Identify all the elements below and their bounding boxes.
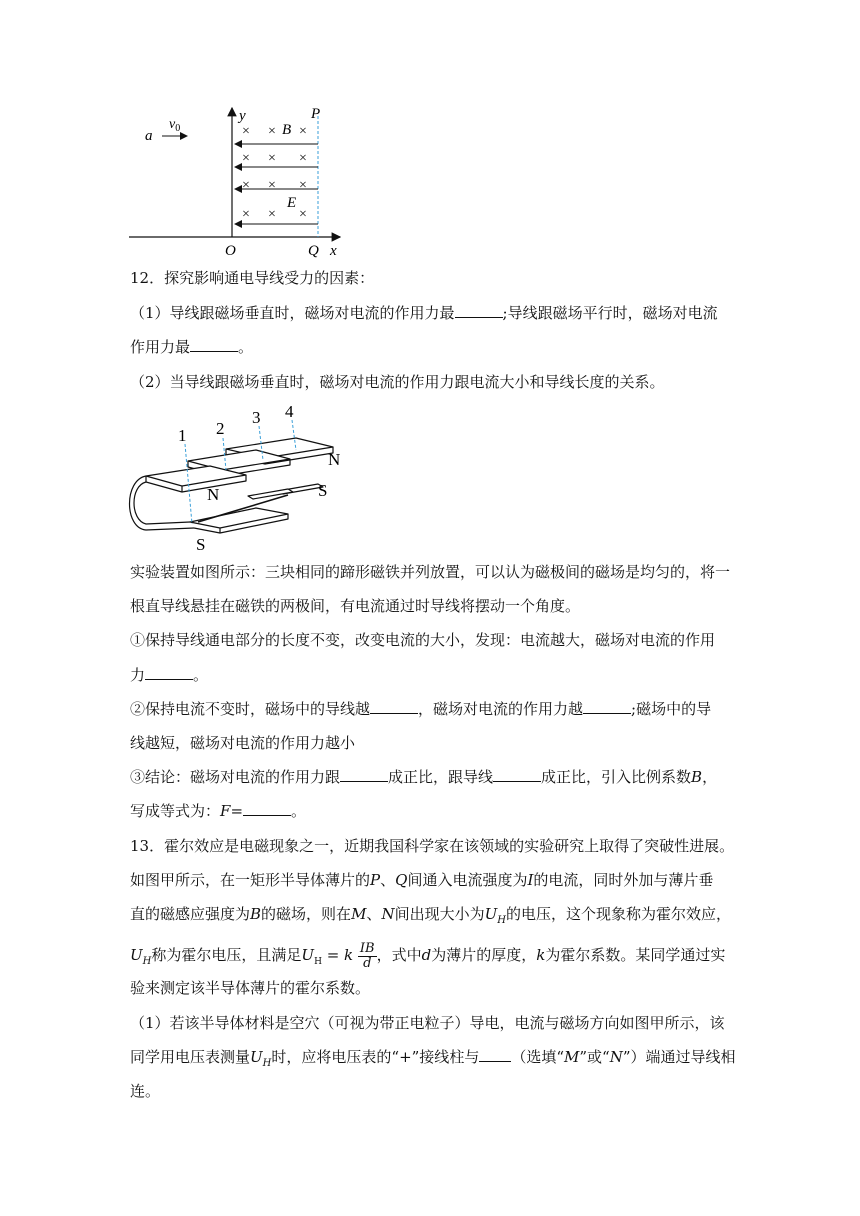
- b-field-cross: ×: [268, 207, 276, 222]
- field-diagram: [125, 100, 355, 260]
- label-2: 2: [216, 419, 225, 438]
- q12-part1-line1: （1）导线跟磁场垂直时，磁场对电流的作用力最 ;导线跟磁场平行时，磁场对电流: [130, 304, 718, 322]
- label-1: 1: [178, 426, 187, 445]
- q12-step2-line1: ②保持电流不变时，磁场中的导线越 ，磁场对电流的作用力越 ;磁场中的导: [130, 700, 712, 718]
- b-field-cross: ×: [299, 124, 307, 139]
- q13-line5: 验来测定该半导体薄片的霍尔系数。: [130, 979, 371, 997]
- q13-part1-line1: （1）若该半导体材料是空穴（可视为带正电粒子）导电，电流与磁场方向如图甲所示，该: [130, 1014, 725, 1032]
- q13-part1-line2: 同学用电压表测量$U_H$时，应将电压表的“+”接线柱与 （选填“M”或“N”）端通过导线相: [130, 1048, 736, 1069]
- label-B: B: [282, 122, 292, 138]
- b-field-cross: ×: [268, 151, 276, 166]
- q13-part1-line3: 连。: [130, 1082, 161, 1100]
- answer-blank[interactable]: [479, 1047, 511, 1062]
- label-E: E: [287, 195, 297, 211]
- answer-blank[interactable]: [190, 337, 238, 352]
- label-P: P: [311, 106, 321, 122]
- b-field-cross: ×: [299, 178, 307, 193]
- label-Q: Q: [308, 243, 319, 259]
- label-4: 4: [285, 402, 294, 421]
- b-field-cross: ×: [299, 207, 307, 222]
- hall-formula: $U_H = k$ $\frac{IB}{d}$: [301, 940, 375, 971]
- answer-blank[interactable]: [370, 699, 418, 714]
- q12-setup-line2: 根直导线悬挂在磁铁的两极间，有电流通过时导线将摆动一个角度。: [130, 597, 581, 615]
- answer-blank[interactable]: [340, 767, 388, 782]
- q13-line1: 13．霍尔效应是电磁现象之一，近期我国科学家在该领域的实验研究上取得了突破性进展。: [130, 837, 735, 855]
- label-3: 3: [252, 408, 261, 427]
- b-field-cross: ×: [242, 124, 250, 139]
- q12-part1-line2: 作用力最 。: [130, 338, 254, 356]
- q13-line4: $U_H$称为霍尔电压，且满足$U_H = k$ $\frac{IB}{d}$ ，式中d为薄片的厚度，k为霍尔系数。某同学通过实: [130, 940, 726, 971]
- label-N-top: N: [328, 450, 341, 469]
- q12-title: 12．探究影响通电导线受力的因素：: [130, 269, 375, 287]
- label-N-mid: N: [207, 485, 220, 504]
- q12-step3-line2: 写成等式为：F= 。: [130, 802, 307, 820]
- answer-blank[interactable]: [493, 767, 541, 782]
- magnet-diagram: [128, 398, 358, 558]
- q12-step2-line2: 线越短，磁场对电流的作用力越小: [130, 734, 356, 752]
- b-field-cross: ×: [242, 178, 250, 193]
- b-field-cross: ×: [242, 207, 250, 222]
- answer-blank[interactable]: [243, 801, 291, 816]
- label-a: a: [145, 128, 153, 144]
- answer-blank[interactable]: [145, 665, 193, 680]
- q12-step1-line1: ①保持导线通电部分的长度不变，改变电流的大小，发现：电流越大，磁场对电流的作用: [130, 631, 716, 649]
- label-O: O: [225, 243, 236, 259]
- q13-line3: 直的磁感应强度为B的磁场，则在M、N间出现大小为$U_H$的电压，这个现象称为霍尔效应，: [130, 905, 731, 926]
- q12-setup-line1: 实验装置如图所示：三块相同的蹄形磁铁并列放置，可以认为磁极间的磁场是均匀的，将一: [130, 563, 731, 581]
- label-v0: $v_0$: [169, 117, 181, 134]
- q13-line2: 如图甲所示，在一矩形半导体薄片的P、Q间通入电流强度为I的电流，同时外加与薄片垂: [130, 871, 714, 889]
- answer-blank[interactable]: [583, 699, 631, 714]
- label-S-right: S: [318, 481, 328, 500]
- q12-step1-line2: 力 。: [130, 666, 209, 684]
- label-y: y: [239, 108, 246, 124]
- answer-blank[interactable]: [455, 303, 503, 318]
- q12-part2: （2）当导线跟磁场垂直时，磁场对电流的作用力跟电流大小和导线长度的关系。: [130, 373, 665, 391]
- b-field-cross: ×: [268, 178, 276, 193]
- label-S-bottom: S: [196, 535, 206, 554]
- b-field-cross: ×: [242, 151, 250, 166]
- b-field-cross: ×: [299, 151, 307, 166]
- q12-step3-line1: ③结论：磁场对电流的作用力跟 成正比，跟导线 成正比，引入比例系数B，: [130, 768, 718, 786]
- b-field-cross: ×: [268, 124, 276, 139]
- label-x: x: [330, 243, 337, 259]
